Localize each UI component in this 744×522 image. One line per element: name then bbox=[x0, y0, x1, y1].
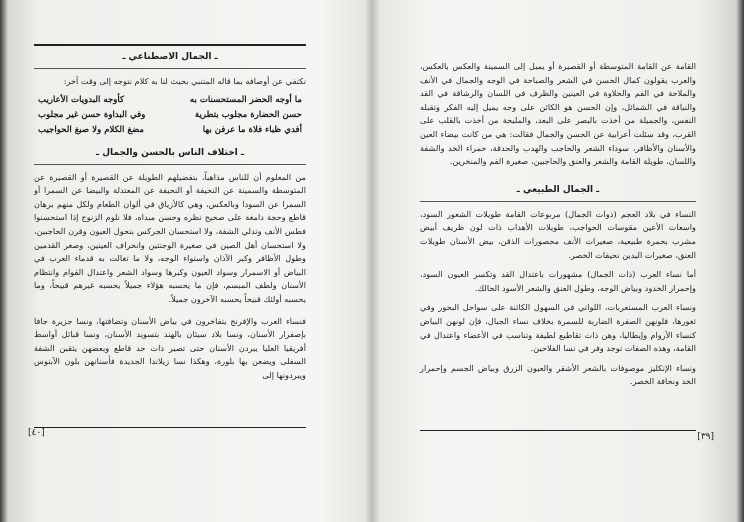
body-paragraph: فنساء العرب والإفرنج يتفاخرون في بياض الأسنان وتضافتها، ونسا جزيرة جافا بإصفرار الأسنان، ونسا بلاد سيئان بالهند بتسويد الأسنان، ونسا قبائل أواسط أفريقيا العليا يبردن الأسنان حتى تصير ذات حد قاطع وبعضهن يثقبن الشفة السفلى ويضعن بها بلورة، وهكذا نسا زيلاندا الجديدة فأسنانهن بلون الآبنوس ويبردونها إلى bbox=[34, 315, 306, 380]
verse-row bbox=[34, 93, 306, 108]
verse-row bbox=[34, 108, 306, 123]
verse-first-hemistich: ما أوجه الحضر المستحسنات به bbox=[189, 94, 302, 105]
footer-rule bbox=[420, 430, 696, 431]
page-number: [٤٠] bbox=[28, 428, 45, 438]
body-paragraph: النساء في بلاد العجم (ذوات الجمال) مربوعات القامة طويلات الشعور السود، واسعات الأعين مقوسات الحواجب، طويلات الأهداب ذات لون ظريف أبيض مشرب بحمرة طبيعية، صغيرات الأنف محصورات الذقن، بيض الأسنان طويلات العنق، صغيرات اليدين نحيفات الخصر. bbox=[420, 208, 696, 260]
verse-row bbox=[34, 123, 306, 138]
footer-rule bbox=[34, 427, 306, 428]
verse-first-hemistich: حسن الحضارة مجلوب بتطرية bbox=[194, 109, 302, 120]
body-paragraph: ونساء الإنكليز موصوفات بالشعر الأشقر والعيون الزرق وبياض الجسم وإحمرار الخد ونحافة الخصر. bbox=[420, 362, 696, 387]
heading-rule bbox=[420, 201, 696, 202]
body-paragraph: أما نساء العرب (ذات الجمال) مشهورات باعتدال القد وتكسر العيون السود، وإحمرار الخدود وبياض الوجه، وطول العنق والشعر الأسود الحالك. bbox=[420, 269, 696, 293]
section-heading-natural-beauty: ـ الجمال الطبيعي ـ bbox=[516, 184, 600, 195]
poem-block bbox=[34, 93, 306, 138]
page-number: [٣٩] bbox=[697, 432, 714, 442]
body-paragraph: القامة عن القامة المتوسطة أو القصيرة أو يميل إلى السمينة والعكس بالعكس، والعرب يقولون كمال الحسن في الشعر والصباحة في الوجه والجمال في الأنف والملاحة في الفم والحلاوة في العينين والظرف في اللسان والرشاقة في القد والنباقة في الشمائل، وإن الحسن هو الكائن على وجه يميل إليه الفكر وتقبله النفس، والجميلة من أخذت بالبصر على البعد، والمليحة من أخذت بالقلب على القرب، وقد سئلت أعرابية عن الحسن والجمال فقالت: هي من كانت بيضاء العين والأسنان والأظافر، سوداء الشعر والحاجب والهدب والحدقة، حمراء الخد والشفة واللسان، طويلة القامة والشعر والعنق والحاجبين، صغيرة الفم والمنخرين. bbox=[420, 61, 696, 167]
left-column bbox=[34, 46, 306, 383]
section-heading-differences: ـ اختلاف الناس بالحسن والجمال ـ bbox=[96, 147, 244, 158]
verse-first-hemistich: أفدي ظباء فلاة ما عرفن بها bbox=[202, 124, 302, 135]
heading-rule bbox=[34, 68, 306, 69]
verse-second-hemistich: مضغ الكلام ولا صبغ الحواجيب bbox=[38, 124, 145, 135]
section-heading-artificial-beauty: ـ الجمال الاصطناعي ـ bbox=[122, 52, 218, 62]
right-column bbox=[420, 60, 696, 389]
verse-second-hemistich: وفي البداوة حسن غير مجلوب bbox=[38, 109, 146, 120]
right-page bbox=[376, 0, 734, 522]
body-paragraph: ونساء العرب المستعربات، اللواتي في السهول الكائنة على سواحل البحور وفي ثغورها، فلونهن الصفرة الضاربة للسمرة بخلاف نساء الجبال، فإن لونهن البياض كنساء الأروام وإيطاليا، وهن ذات تقاطيع لطيفة وتناسب في الأعضاء واعتدال في القامة، وهذه الصفات توجد وفر في نسا الفلاحين. bbox=[420, 302, 696, 354]
intro-text: نكتفي عن أوصافه بما قاله المتنبي بحيث لنا به كلام نتوجه إلى وقت آخر: bbox=[63, 76, 306, 86]
heading-rule bbox=[34, 164, 306, 165]
verse-second-hemistich: كأوجه البدويات الأعاريب bbox=[38, 94, 125, 105]
body-paragraph: من المعلوم أن للناس مذاهباً، بتفضيلهم الطويلة عن القصيرة أو القصيرة عن المتوسطة والسمينة عن النحيفة أو النحيفة عن المعتدلة والبيضا عن السمرا أو السمرا عن السودا وبالعكس، وهي كالأزياق في ألوان الطعام ولكل منهم برهان قاطع وحجة دامغة على صحيح نظره وحسن مبداه، فلا نلوم الزنوج إذا استحسنوا فطس الأنف وتدلي الشفة، ولا استحسان الجركس بنحول العيون وقرن الحاجبين، ولا استحسان أهل الصين في صغيرة الوجنتين وانحراف العينين، وصغر القدمين وطول الأظافر وكبر الآذان واستواء الوجه، ولا ما تغالت به قدماء العرب في البياض أو الاسمرار وسواد العيون وكبرها وسواد الشعر واعتدال القوام وانتظام الأسنان ولطف المبسم، فإن ما يحسبه هؤلاء جميلاً يحسبه غيرهم قبيحاً، وما يحسبه أولئك قبيحاً يحسبه الآخرون جميلاً. bbox=[34, 171, 306, 304]
left-page bbox=[10, 0, 368, 522]
